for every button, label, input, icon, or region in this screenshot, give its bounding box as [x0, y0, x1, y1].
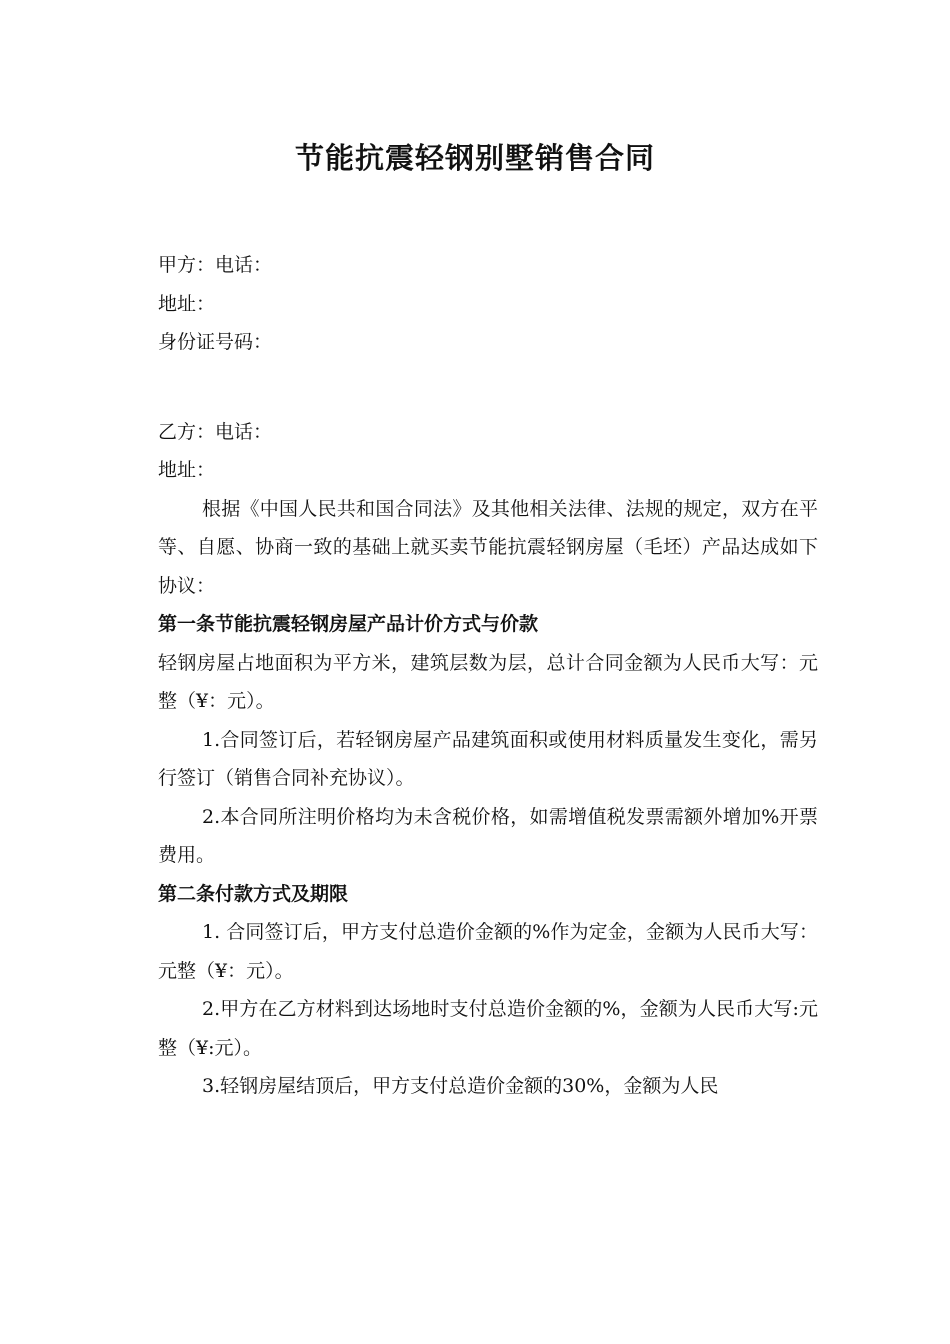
- party-b-phone: 乙方：电话：: [158, 420, 273, 443]
- article-2-item-1: 1. 合同签订后，甲方支付总造价金额的%作为定金，金额为人民币大写：元整（¥：元）。: [158, 921, 818, 982]
- article-1-text: 轻钢房屋占地面积为平方米，建筑层数为层，总计合同金额为人民币大写：元整（¥：元）。: [158, 651, 818, 712]
- party-a-phone: 甲方：电话：: [158, 254, 273, 276]
- document-body: [158, 246, 818, 1106]
- article-1-item-1: 1.合同签订后，若轻钢房屋产品建筑面积或使用材料质量发生变化，需另行签订（销售合同补充协议）。: [158, 728, 818, 789]
- article-2-item-2: 2.甲方在乙方材料到达场地时支付总造价金额的%，金额为人民币大写:元整（¥:元）。: [158, 998, 818, 1059]
- party-b-address: 地址：: [158, 459, 216, 481]
- article-2-heading: 第二条付款方式及期限: [158, 882, 349, 905]
- document-title: 节能抗震轻钢别墅销售合同: [294, 141, 655, 175]
- preamble-paragraph: 根据《中国人民共和国合同法》及其他相关法律、法规的规定，双方在平等、自愿、协商一致的基础上就买卖节能抗震轻钢房屋（毛坯）产品达成如下协议：: [158, 497, 818, 597]
- party-a-id-number: 身份证号码：: [158, 331, 273, 353]
- article-1-heading: 第一条节能抗震轻钢房屋产品计价方式与价款: [158, 613, 539, 635]
- article-2-item-3: 3.轻钢房屋结顶后，甲方支付总造价金额的30%，金额为人民: [202, 1075, 719, 1097]
- party-a-address: 地址：: [158, 292, 216, 315]
- article-1-item-2: 2.本合同所注明价格均为未含税价格，如需增值税发票需额外增加%开票费用。: [158, 805, 818, 866]
- section-spacer: [158, 362, 818, 413]
